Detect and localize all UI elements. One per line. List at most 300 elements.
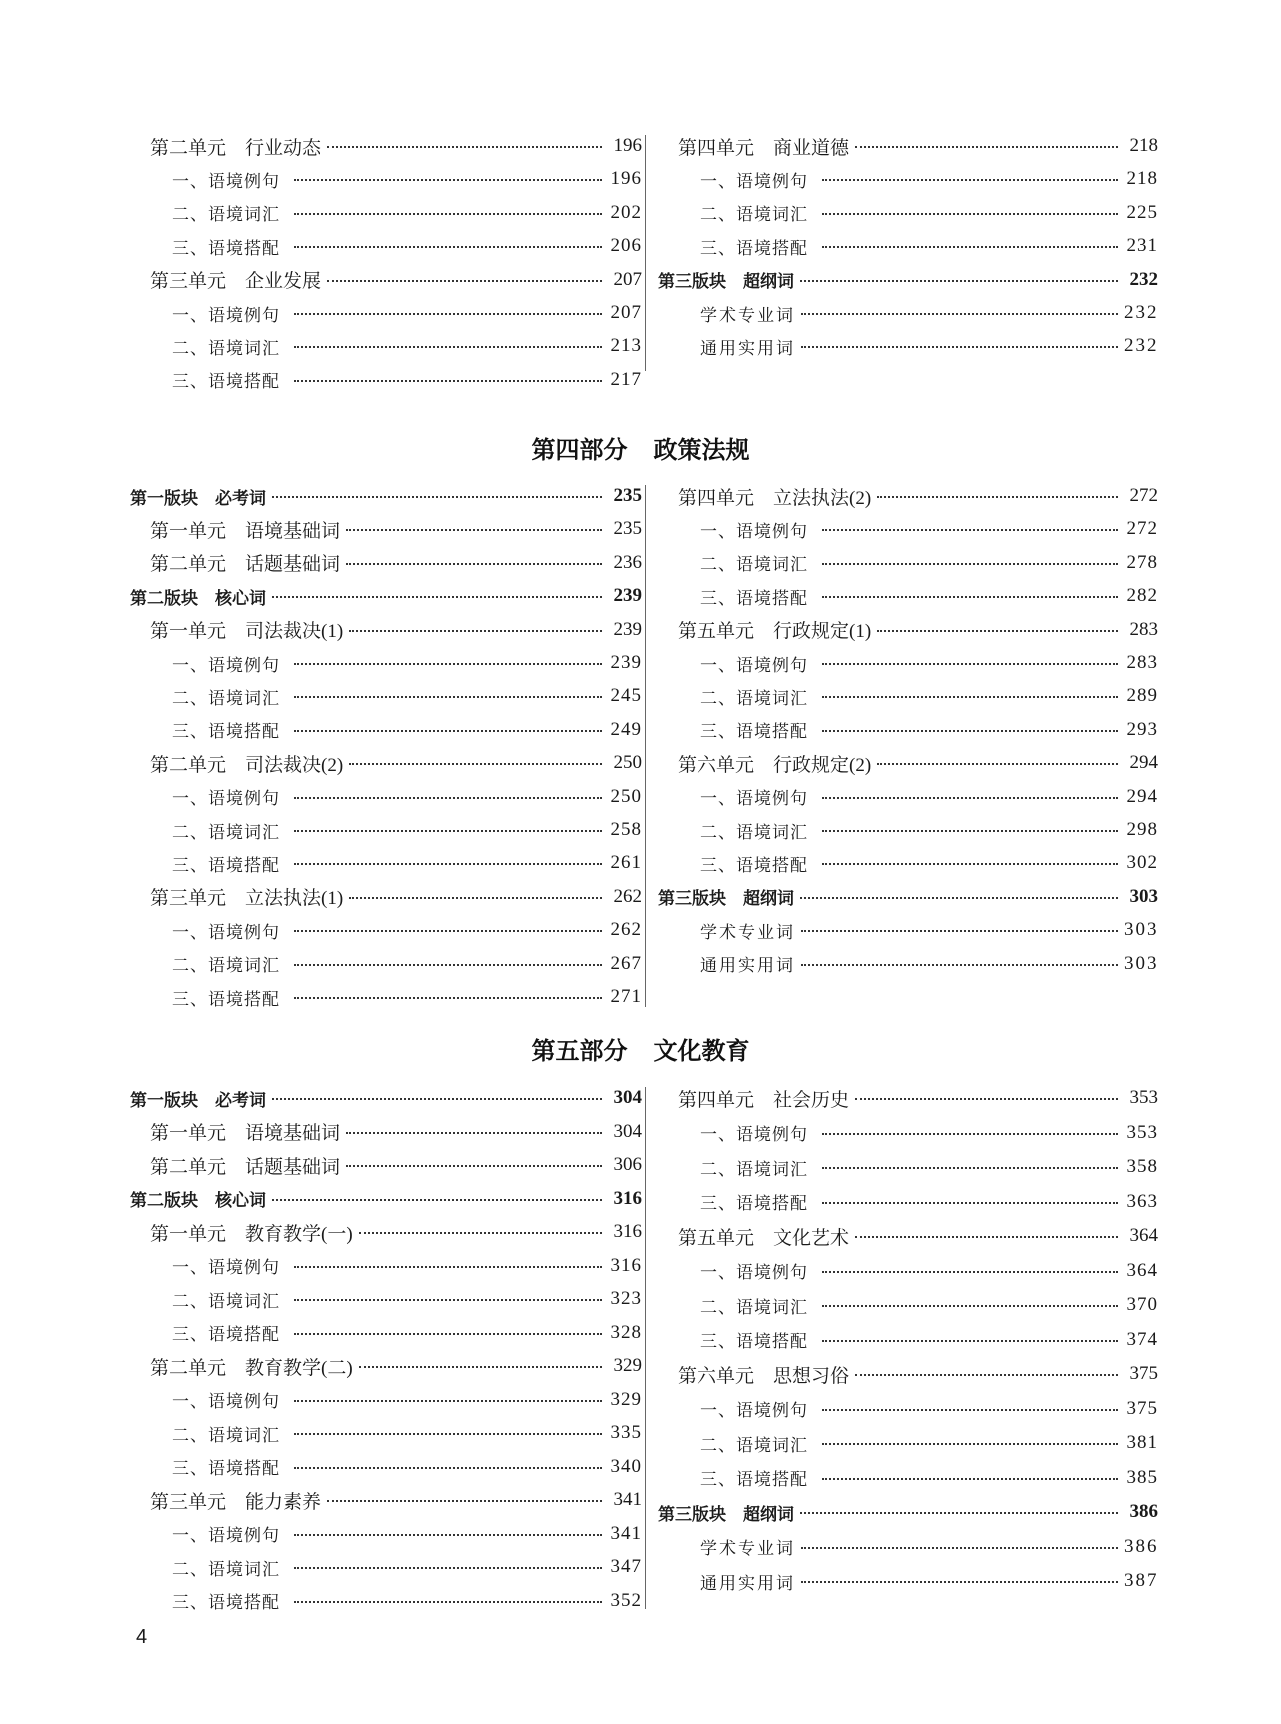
dot-leader [327,1485,602,1515]
toc-entry-page: 267 [610,952,642,974]
toc-entry-label: 第一单元 教育教学(一) [150,1223,353,1245]
toc-entry-label: 三、语境搭配 [172,989,280,1009]
toc-entry-page: 213 [610,335,642,357]
dot-leader [822,1152,1118,1182]
toc-entry-block[interactable] [130,481,642,511]
dot-leader [877,615,1118,645]
dot-leader [855,1221,1118,1251]
toc-entry-page: 294 [1126,785,1158,807]
toc-entry-label: 通用实用词 [700,338,795,358]
dot-leader [877,748,1118,778]
dot-leader [294,1284,602,1314]
toc-entry-page: 316 [610,1254,642,1276]
toc-entry-label: 二、语境词汇 [172,205,280,225]
toc-entry-label: 一、语境例句 [700,521,808,541]
toc-entry-page: 196 [610,168,642,190]
toc-entry-page: 235 [613,518,642,540]
toc-entry-sub[interactable] [130,681,642,711]
toc-entry-page: 323 [610,1288,642,1309]
toc-entry-sub[interactable] [658,1394,1158,1424]
toc-entry-page: 316 [613,1221,642,1242]
dot-leader [822,681,1118,711]
dot-leader [801,1532,1118,1562]
toc-entry-sub[interactable] [130,782,642,812]
part-heading [0,430,1281,465]
toc-entry-sub[interactable] [658,164,1158,194]
toc-entry-page: 364 [1129,1225,1158,1246]
dot-leader [294,1418,602,1448]
toc-entry-page: 306 [613,1154,642,1175]
toc-entry-unit[interactable] [130,514,642,544]
toc-entry-page: 341 [610,1522,642,1544]
dot-leader [294,648,602,678]
toc-entry-page: 293 [1126,718,1158,740]
toc-entry-page: 218 [1129,135,1158,156]
toc-entry-sub[interactable] [130,1385,642,1415]
toc-entry-sub[interactable] [658,681,1158,711]
dot-leader [294,298,602,328]
toc-entry-label: 第四单元 立法执法(2) [678,487,872,509]
dot-leader [294,1318,602,1348]
toc-entry-block[interactable] [130,1184,642,1214]
toc-entry-unit[interactable] [130,548,642,578]
toc-entry-sub[interactable] [658,1428,1158,1458]
toc-entry-label: 通用实用词 [700,1573,795,1593]
toc-entry-label: 第四单元 社会历史 [678,1089,850,1111]
toc-entry-page: 363 [1126,1190,1158,1212]
toc-entry-sub[interactable] [658,782,1158,812]
dot-leader [294,815,602,845]
dot-leader [855,1359,1118,1389]
toc-entry-label: 三、语境搭配 [700,588,808,608]
dot-leader [800,882,1118,912]
toc-entry-label: 三、语境搭配 [172,722,280,742]
toc-entry-page: 232 [1129,268,1158,290]
toc-entry-sub[interactable] [130,915,642,945]
toc-entry-page: 289 [1126,685,1158,707]
dot-leader [822,198,1118,228]
toc-entry-extra[interactable] [658,915,1158,945]
toc-entry-label: 三、语境搭配 [700,1470,808,1489]
dot-leader [327,265,602,295]
toc-entry-label: 第四单元 商业道德 [678,137,850,159]
dot-leader [801,298,1118,328]
toc-entry-label: 二、语境词汇 [700,1159,808,1179]
toc-entry-label: 三、语境搭配 [172,238,280,258]
toc-entry-unit[interactable] [130,615,642,645]
toc-entry-label: 第一单元 司法裁决(1) [150,621,344,643]
dot-leader [359,1217,602,1247]
toc-entry-page: 239 [610,652,642,673]
toc-entry-label: 三、语境搭配 [700,1194,808,1213]
dot-leader [294,715,602,745]
toc-entry-page: 385 [1126,1466,1158,1488]
dot-leader [294,1586,602,1616]
toc-entry-label: 二、语境词汇 [700,205,808,225]
dot-leader [294,365,602,395]
toc-entry-label: 通用实用词 [700,956,795,976]
toc-entry-page: 316 [613,1187,642,1209]
toc-entry-page: 232 [1124,335,1159,357]
toc-entry-sub[interactable] [130,365,642,395]
toc-entry-unit[interactable] [658,1083,1158,1113]
toc-entry-label: 三、语境搭配 [172,1325,280,1344]
toc-entry-sub[interactable] [658,581,1158,611]
toc-entry-unit[interactable] [130,1485,642,1515]
toc-entry-unit[interactable] [658,615,1158,645]
toc-entry-label: 一、语境例句 [172,171,280,191]
toc-entry-sub[interactable] [130,198,642,228]
toc-entry-label: 二、语境词汇 [172,822,280,842]
dot-leader [801,1566,1118,1596]
dot-leader [800,1497,1118,1527]
toc-entry-label: 二、语境词汇 [700,1297,808,1317]
dot-leader [346,514,602,544]
toc-entry-page: 364 [1126,1259,1158,1281]
toc-entry-page: 303 [1124,919,1159,941]
toc-entry-page: 375 [1129,1363,1158,1384]
dot-leader [349,882,602,912]
part-number: 第四部分 [531,436,628,464]
part-title: 政策法规 [653,436,750,464]
toc-entry-page: 225 [1126,201,1158,223]
toc-entry-label: 二、语境词汇 [700,1435,808,1455]
toc-entry-page: 249 [610,718,642,740]
toc-entry-sub[interactable] [130,1284,642,1314]
dot-leader [272,1184,602,1214]
dot-leader [294,915,602,945]
toc-entry-page: 236 [613,551,642,573]
toc-entry-sub[interactable] [658,1118,1158,1148]
dot-leader [822,548,1118,578]
dot-leader [294,1452,602,1482]
page-number: 4 [136,1626,148,1648]
toc-entry-page: 283 [1126,652,1158,673]
toc-entry-label: 第二单元 司法裁决(2) [150,754,344,776]
toc-entry-page: 262 [613,885,642,907]
toc-entry-label: 第三版块 超纲词 [658,272,794,293]
toc-entry-page: 303 [1129,885,1158,907]
dot-leader [855,1083,1118,1113]
dot-leader [822,514,1118,544]
toc-entry-label: 第三单元 能力素养 [150,1491,322,1513]
toc-section-part4 [130,481,1160,1021]
toc-entry-label: 二、语境词汇 [172,956,280,976]
toc-entry-page: 250 [613,752,642,774]
toc-entry-unit[interactable] [658,1359,1158,1389]
toc-entry-page: 386 [1129,1501,1158,1522]
toc-entry-sub[interactable] [130,1519,642,1549]
toc-entry-sub[interactable] [658,1152,1158,1182]
toc-entry-sub[interactable] [130,1418,642,1448]
dot-leader [801,949,1118,979]
toc-entry-page: 335 [610,1422,642,1443]
toc-entry-sub[interactable] [658,231,1158,261]
part-number: 第五部分 [531,1037,628,1065]
toc-entry-unit[interactable] [130,1150,642,1180]
toc-entry-label: 学术专业词 [700,1539,795,1558]
toc-entry-page: 239 [613,618,642,640]
toc-entry-page: 217 [610,368,642,390]
dot-leader [294,1385,602,1415]
dot-leader [822,1256,1118,1286]
dot-leader [294,1519,602,1549]
toc-entry-page: 235 [613,485,642,506]
toc-entry-label: 第二单元 话题基础词 [150,1156,341,1178]
toc-entry-page: 272 [1129,485,1158,506]
toc-entry-block[interactable] [658,1497,1158,1527]
toc-entry-block[interactable] [130,581,642,611]
toc-entry-unit[interactable] [130,1217,642,1247]
toc-entry-page: 370 [1126,1294,1158,1315]
dot-leader [877,481,1118,511]
toc-entry-block[interactable] [658,882,1158,912]
toc-entry-label: 第二单元 行业动态 [150,137,322,159]
dot-leader [294,782,602,812]
dot-leader [822,164,1118,194]
toc-entry-page: 358 [1126,1156,1158,1177]
toc-entry-sub[interactable] [658,1325,1158,1355]
toc-entry-label: 一、语境例句 [172,655,280,675]
toc-entry-sub[interactable] [658,1290,1158,1320]
toc-entry-label: 二、语境词汇 [700,822,808,842]
toc-entry-label: 第二版块 核心词 [130,1191,266,1211]
toc-entry-sub[interactable] [130,982,642,1012]
toc-entry-sub[interactable] [130,298,642,328]
toc-entry-label: 三、语境搭配 [700,238,808,258]
toc-entry-label: 一、语境例句 [172,922,280,942]
dot-leader [349,748,602,778]
toc-entry-page: 239 [613,585,642,607]
toc-entry-unit[interactable] [658,131,1158,161]
dot-leader [294,1251,602,1281]
toc-entry-label: 一、语境例句 [172,1526,280,1545]
dot-leader [294,198,602,228]
dot-leader [294,949,602,979]
toc-entry-page: 328 [610,1321,642,1343]
toc-section-part5 [130,1083,1160,1623]
toc-entry-label: 一、语境例句 [700,655,808,675]
part-heading [0,1031,1281,1066]
toc-section-top [130,131,1160,392]
dot-leader [822,848,1118,878]
toc-entry-unit[interactable] [130,1117,642,1147]
toc-entry-label: 一、语境例句 [172,1258,280,1277]
toc-entry-label: 第一单元 语境基础词 [150,1123,341,1144]
toc-entry-sub[interactable] [130,231,642,261]
toc-entry-page: 218 [1126,168,1158,190]
toc-entry-label: 二、语境词汇 [172,1559,280,1579]
toc-entry-unit[interactable] [130,265,642,295]
dot-leader [294,231,602,261]
toc-entry-extra[interactable] [658,949,1158,979]
toc-entry-label: 三、语境搭配 [700,855,808,875]
column-divider [645,485,646,1007]
toc-entry-extra[interactable] [658,1566,1158,1596]
toc-entry-label: 三、语境搭配 [172,1459,280,1478]
toc-entry-page: 304 [613,1087,642,1108]
dot-leader [822,581,1118,611]
toc-entry-unit[interactable] [658,1221,1158,1251]
dot-leader [272,481,602,511]
toc-entry-page: 302 [1126,852,1158,874]
dot-leader [346,1117,602,1147]
dot-leader [822,1428,1118,1458]
toc-entry-sub[interactable] [130,949,642,979]
toc-entry-label: 一、语境例句 [700,789,808,809]
toc-entry-page: 375 [1126,1397,1158,1419]
toc-entry-page: 303 [1124,952,1159,974]
toc-entry-label: 第三版块 超纲词 [658,889,794,910]
dot-leader [272,581,602,611]
toc-entry-page: 262 [610,919,642,941]
dot-leader [294,164,602,194]
toc-entry-unit[interactable] [130,1351,642,1381]
toc-entry-unit[interactable] [130,131,642,161]
toc-entry-page: 340 [610,1455,642,1477]
toc-entry-page: 207 [610,302,642,323]
dot-leader [346,548,602,578]
dot-leader [822,1463,1118,1493]
toc-entry-sub[interactable] [130,1552,642,1582]
toc-entry-block[interactable] [130,1083,642,1113]
toc-entry-page: 271 [610,986,642,1007]
toc-entry-block[interactable] [658,265,1158,295]
toc-entry-page: 250 [610,785,642,807]
dot-leader [294,331,602,361]
dot-leader [294,1552,602,1582]
toc-entry-page: 353 [1129,1087,1158,1108]
column-divider [645,1087,646,1609]
dot-leader [294,982,602,1012]
toc-entry-extra[interactable] [658,1532,1158,1562]
toc-entry-sub[interactable] [130,1452,642,1482]
toc-entry-label: 第三单元 企业发展 [150,271,322,293]
toc-entry-label: 第二单元 话题基础词 [150,554,341,576]
toc-entry-page: 245 [610,685,642,707]
toc-entry-unit[interactable] [658,748,1158,778]
toc-entry-label: 三、语境搭配 [172,855,280,875]
toc-entry-sub[interactable] [130,715,642,745]
toc-entry-page: 283 [1129,618,1158,640]
dot-leader [801,915,1118,945]
dot-leader [822,815,1118,845]
toc-entry-sub[interactable] [658,198,1158,228]
dot-leader [822,231,1118,261]
toc-entry-label: 一、语境例句 [172,305,280,325]
toc-entry-extra[interactable] [658,331,1158,361]
toc-entry-sub[interactable] [658,1256,1158,1286]
toc-entry-page: 352 [610,1589,642,1611]
toc-entry-page: 272 [1126,518,1158,540]
dot-leader [822,715,1118,745]
toc-entry-sub[interactable] [658,648,1158,678]
toc-entry-page: 381 [1126,1432,1158,1453]
toc-entry-label: 第一单元 语境基础词 [150,520,341,542]
dot-leader [822,1290,1118,1320]
dot-leader [822,1325,1118,1355]
toc-entry-page: 261 [610,852,642,874]
dot-leader [822,1118,1118,1148]
dot-leader [800,265,1118,295]
toc-entry-page: 231 [1126,235,1158,257]
dot-leader [346,1150,602,1180]
toc-entry-sub[interactable] [130,1318,642,1348]
toc-entry-label: 第一版块 必考词 [130,1090,266,1111]
toc-entry-label: 学术专业词 [700,922,795,942]
toc-entry-page: 278 [1126,551,1158,573]
dot-leader [349,615,602,645]
toc-entry-page: 329 [613,1355,642,1376]
toc-entry-sub[interactable] [130,815,642,845]
toc-entry-sub[interactable] [130,164,642,194]
toc-entry-sub[interactable] [658,848,1158,878]
toc-entry-sub[interactable] [130,648,642,678]
toc-entry-sub[interactable] [658,548,1158,578]
toc-entry-sub[interactable] [658,514,1158,544]
part-title: 文化教育 [653,1037,750,1065]
dot-leader [294,681,602,711]
toc-entry-sub[interactable] [130,848,642,878]
toc-entry-unit[interactable] [130,882,642,912]
toc-entry-page: 258 [610,819,642,840]
toc-entry-sub[interactable] [130,1586,642,1616]
toc-entry-label: 二、语境词汇 [172,688,280,708]
toc-entry-sub[interactable] [658,1187,1158,1217]
toc-entry-label: 一、语境例句 [700,171,808,191]
dot-leader [822,1394,1118,1424]
toc-entry-sub[interactable] [658,815,1158,845]
toc-entry-label: 三、语境搭配 [172,1593,280,1612]
toc-entry-label: 第三版块 超纲词 [658,1504,794,1525]
dot-leader [822,648,1118,678]
toc-entry-extra[interactable] [658,298,1158,328]
toc-entry-sub[interactable] [130,331,642,361]
dot-leader [327,131,602,161]
toc-entry-page: 282 [1126,585,1158,607]
toc-entry-label: 三、语境搭配 [700,1332,808,1351]
column-divider [645,135,646,371]
dot-leader [855,131,1118,161]
toc-entry-label: 一、语境例句 [700,1263,808,1282]
toc-entry-label: 二、语境词汇 [172,1291,280,1311]
toc-entry-label: 二、语境词汇 [700,555,808,575]
toc-entry-label: 二、语境词汇 [172,1425,280,1445]
toc-entry-page: 347 [610,1556,642,1577]
toc-entry-label: 第五单元 文化艺术 [678,1227,850,1249]
toc-entry-sub[interactable] [658,715,1158,745]
toc-entry-label: 一、语境例句 [172,1392,280,1411]
toc-entry-label: 三、语境搭配 [700,722,808,742]
toc-entry-label: 第五单元 行政规定(1) [678,621,872,643]
toc-entry-sub[interactable] [658,1463,1158,1493]
toc-entry-unit[interactable] [130,748,642,778]
dot-leader [801,331,1118,361]
toc-entry-page: 353 [1126,1121,1158,1143]
toc-entry-page: 202 [610,201,642,223]
toc-entry-page: 206 [610,235,642,257]
toc-entry-page: 232 [1124,302,1159,323]
toc-entry-label: 二、语境词汇 [172,338,280,358]
dot-leader [822,1187,1118,1217]
toc-entry-label: 第六单元 行政规定(2) [678,754,872,776]
toc-entry-sub[interactable] [130,1251,642,1281]
toc-entry-label: 第一版块 必考词 [130,488,266,509]
toc-entry-label: 第二单元 教育教学(二) [150,1357,353,1379]
toc-entry-unit[interactable] [658,481,1158,511]
toc-entry-label: 第六单元 思想习俗 [678,1365,850,1387]
toc-entry-page: 298 [1126,819,1158,840]
